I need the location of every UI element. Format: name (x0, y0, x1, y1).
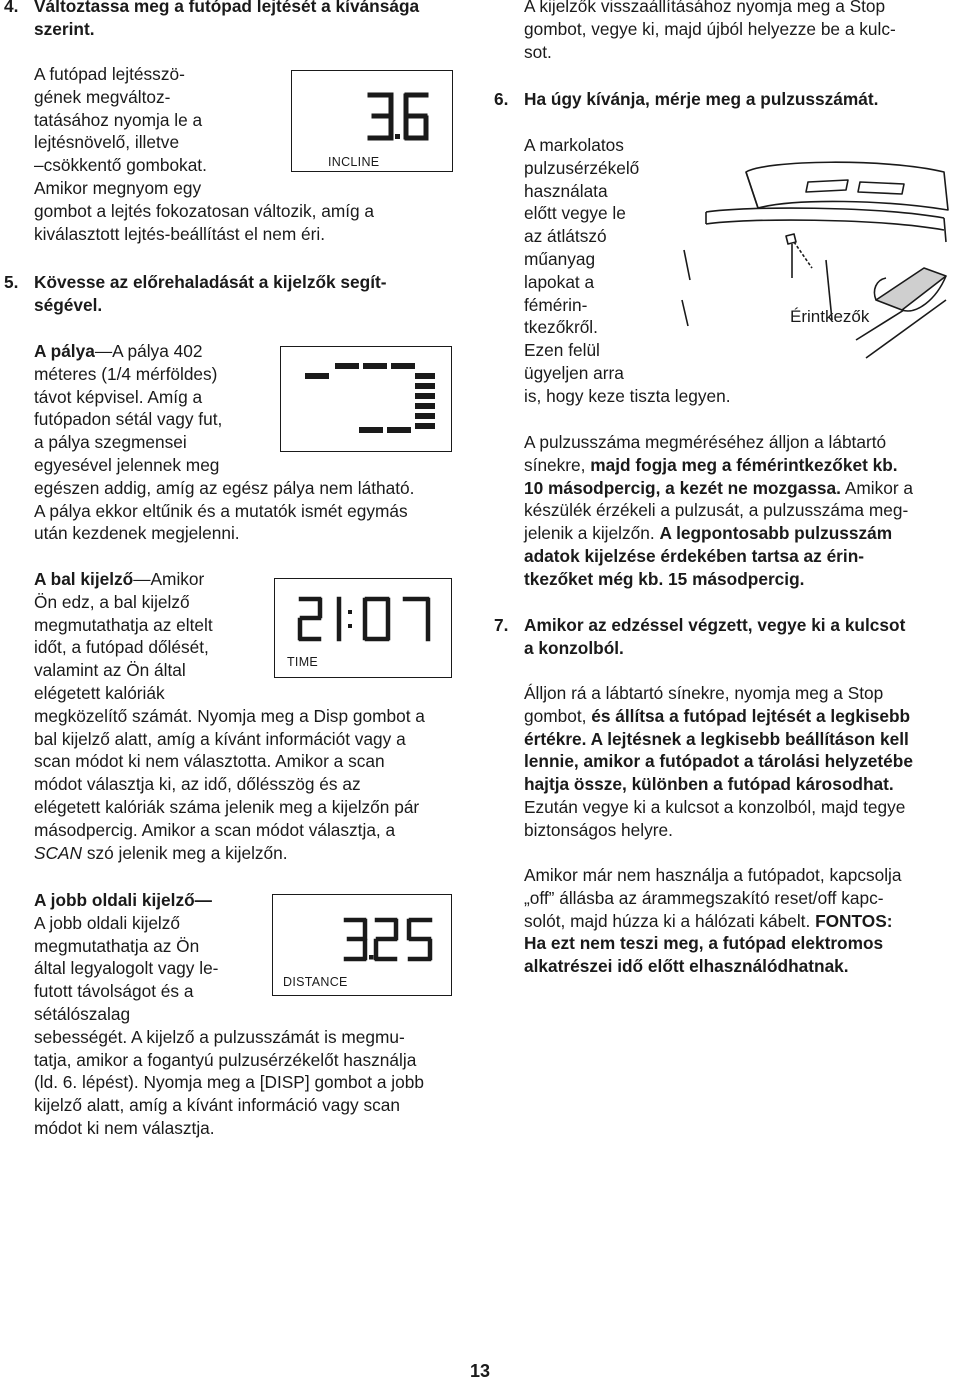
step-5-number: 5. (4, 272, 19, 292)
step-7-number: 7. (494, 615, 509, 635)
left-display-description: A bal kijelző—Amikor Ön edz, a bal kijelző megmutathatja az eltelt időt, a futópad dőlését, valamint az Ön által elégetett kalóriák megközelítő számát. Nyomja meg a Disp gombot a bal kijelző alatt, amíg a kívánt információt vagy a scan módot ki nem választotta. Amikor a scan módot választja ki, az idő, dőlésszög és az elégetett kalóriák száma jelenik meg a kijelzőn pár másodpercig. Amikor a scan módot választja, a SCAN szó jelenik meg a kijelzőn. (34, 569, 425, 863)
scan-word: SCAN (34, 842, 83, 863)
time-display-digits (297, 595, 443, 643)
reset-instructions: A kijelzők visszaállításához nyomja meg a Stop gombot, vegye ki, majd újból helyezze be a kulc- sot. (524, 0, 896, 62)
track-description: A pálya—A pálya 402 méteres (1/4 mérföldes) távot képvisel. Amíg a futópadon sétál vagy fut, a pálya szegmensei egyesével jelennek meg egészen addig, amíg az egész pálya nem látható. A pálya ekkor eltűnik és a mutatók ismét egymás után kezdenek megjelenni. (34, 341, 415, 544)
step-7-power-text: Amikor már nem használja a futópadot, kapcsolja „off” állásba az árammegszakító reset/off kapc- solót, majd húzza ki a hálózati kábelt. FONTOS: Ha ezt nem teszi meg, a futópad elektromos alkatrészei idő előtt elhasználódhatnak. (524, 865, 902, 977)
step-7-text: Álljon rá a lábtartó sínekre, nyomja meg a Stop gombot, és állítsa a futópad lejtését a legkisebb értékre. A lejtésnek a legkisebb beállításon kell lennie, amikor a futópadot a tárolási helyzetébe hajtja össze, különben a futópad károsodhat. Ezután vegye ki a kulcsot a konzolból, majd tegye biztonságos helyre. (524, 683, 913, 840)
page-number: 13 (469, 1361, 491, 1381)
distance-display-digits (343, 917, 443, 963)
step-4-number: 4. (4, 0, 19, 16)
track-lead: A pálya (34, 341, 95, 361)
step-6-number: 6. (494, 89, 509, 109)
distance-display (272, 894, 452, 996)
incline-label: INCLINE (328, 155, 380, 169)
contacts-label: Érintkezők (790, 307, 870, 326)
step-6-heading: Ha úgy kívánja, mérje meg a pulzusszámát. (524, 89, 879, 109)
track-segments-graphic (281, 347, 451, 451)
step-6-text: A markolatos pulzusérzékelő használata előtt vegye le az átlátszó műanyag lapokat a fémérin- tkezőkről. Ezen felül ügyeljen arra is, hogy keze tiszta legyen. (524, 135, 731, 406)
incline-display (291, 70, 453, 172)
time-display (274, 578, 452, 678)
right-display-description: A jobb oldali kijelző— A jobb oldali kijelző megmutathatja az Ön által legyalogolt vagy le- futott távolságot és a sétálószalag sebességét. A kijelző a pulzusszámát is megmu- tatja, amikor a fogantyú pulzusérzékelőt használja (ld. 6. lépést). Nyomja meg a [DISP] gombot a jobb kijelző alatt, amíg a kívánt információ vagy scan módot ki nem választja. (34, 890, 424, 1138)
step-7-heading: Amikor az edzéssel végzett, vegye ki a kulcsot a konzolból. (524, 615, 906, 658)
track-display (280, 346, 452, 452)
pulse-sensor-illustration (676, 150, 956, 370)
step-5-heading: Kövesse az előrehaladását a kijelzők segít-ségével. (34, 272, 387, 315)
left-display-lead: A bal kijelző (34, 569, 134, 589)
step-6-measure-text: A pulzusszáma megméréséhez álljon a lábtartó sínekre, majd fogja meg a fémérintkezőket kb. 10 másodpercig, a kezét ne mozgassa. Amikor a készülék érzékeli a pulzusát, a pulzusszáma meg- jelenik a kijelzőn. A legpontosabb pulzusszám adatok kijelzése érdekében tartsa az érin- tkezőket még kb. 15 másodpercig. (524, 432, 913, 589)
step-4-heading: Változtassa meg a futópad lejtését a kívánsága szerint. (34, 0, 420, 39)
distance-label: DISTANCE (283, 975, 348, 989)
step-4-text: A futópad lejtésszö- gének megváltoz- tatásához nyomja le a lejtésnövelő, illetve –csökkentő gombokat. Amikor megnyom egy gombot a lejtés fokozatosan változik, amíg a kiválasztott lejtés-beállítást el nem éri. (34, 64, 375, 244)
incline-display-digits (362, 91, 432, 143)
right-display-lead: A jobb oldali kijelző (34, 890, 195, 910)
time-label: TIME (287, 655, 319, 669)
